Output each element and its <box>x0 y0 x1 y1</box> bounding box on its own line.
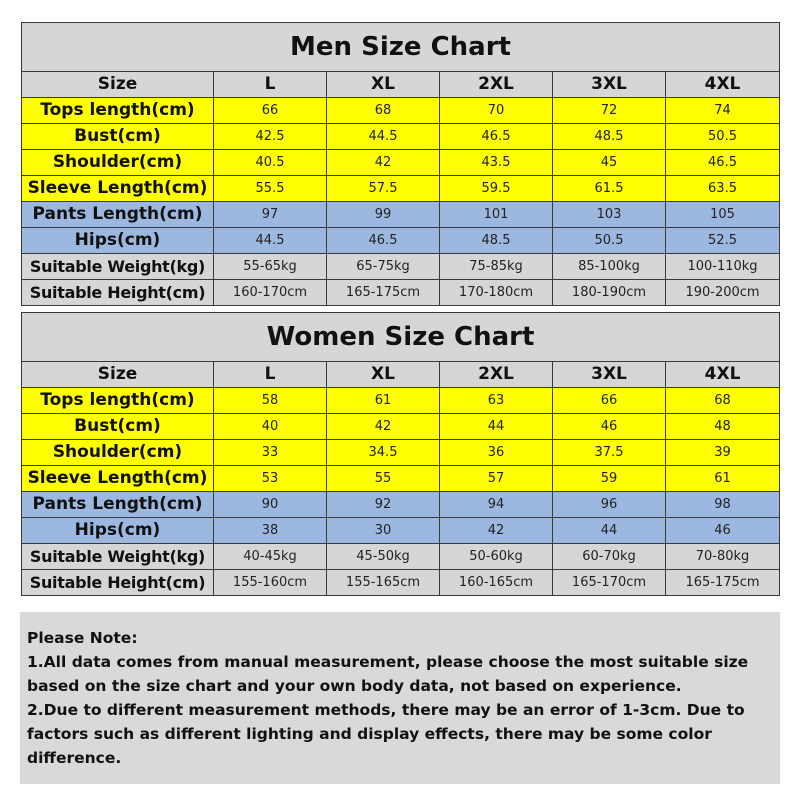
size-value-cell: 46 <box>666 518 780 544</box>
size-value-cell: 43.5 <box>440 150 553 176</box>
please-note-box <box>20 612 780 784</box>
size-value-cell: 50-60kg <box>440 544 553 570</box>
size-row <box>22 254 780 280</box>
size-value-cell: 48 <box>666 414 780 440</box>
size-value-cell: 46 <box>553 414 666 440</box>
header-2xl: 2XL <box>440 362 553 388</box>
size-value-cell: 30 <box>327 518 440 544</box>
size-value-cell: 50.5 <box>553 228 666 254</box>
men-chart-title: Men Size Chart <box>22 23 780 72</box>
size-value-cell: 103 <box>553 202 666 228</box>
size-value-cell: 46.5 <box>440 124 553 150</box>
size-value-cell: 36 <box>440 440 553 466</box>
note-heading: Please Note: <box>27 629 138 647</box>
size-value-cell: 38 <box>214 518 327 544</box>
header-3xl: 3XL <box>553 362 666 388</box>
row-label: Tops length(cm) <box>22 98 214 124</box>
size-value-cell: 190-200cm <box>666 280 780 306</box>
women-header-row <box>22 362 780 388</box>
size-value-cell: 63 <box>440 388 553 414</box>
size-value-cell: 165-175cm <box>327 280 440 306</box>
size-value-cell: 52.5 <box>666 228 780 254</box>
header-4xl: 4XL <box>666 362 780 388</box>
men-size-chart <box>21 22 780 306</box>
header-xl: XL <box>327 362 440 388</box>
size-value-cell: 96 <box>553 492 666 518</box>
men-header-row <box>22 72 780 98</box>
size-row <box>22 98 780 124</box>
size-value-cell: 59 <box>553 466 666 492</box>
size-value-cell: 55 <box>327 466 440 492</box>
size-value-cell: 50.5 <box>666 124 780 150</box>
size-row <box>22 388 780 414</box>
row-label: Hips(cm) <box>22 518 214 544</box>
row-label: Shoulder(cm) <box>22 150 214 176</box>
size-value-cell: 94 <box>440 492 553 518</box>
row-label: Bust(cm) <box>22 414 214 440</box>
size-value-cell: 99 <box>327 202 440 228</box>
size-row <box>22 280 780 306</box>
size-value-cell: 160-165cm <box>440 570 553 596</box>
size-value-cell: 165-175cm <box>666 570 780 596</box>
size-value-cell: 58 <box>214 388 327 414</box>
size-value-cell: 40-45kg <box>214 544 327 570</box>
size-value-cell: 65-75kg <box>327 254 440 280</box>
size-value-cell: 42 <box>440 518 553 544</box>
row-label: Suitable Height(cm) <box>22 280 214 306</box>
size-value-cell: 53 <box>214 466 327 492</box>
header-2xl: 2XL <box>440 72 553 98</box>
size-value-cell: 57.5 <box>327 176 440 202</box>
size-value-cell: 33 <box>214 440 327 466</box>
header-3xl: 3XL <box>553 72 666 98</box>
size-value-cell: 72 <box>553 98 666 124</box>
size-value-cell: 57 <box>440 466 553 492</box>
row-label: Hips(cm) <box>22 228 214 254</box>
header-size: Size <box>22 72 214 98</box>
header-l: L <box>214 72 327 98</box>
size-value-cell: 105 <box>666 202 780 228</box>
row-label: Sleeve Length(cm) <box>22 176 214 202</box>
size-value-cell: 44 <box>440 414 553 440</box>
size-value-cell: 55-65kg <box>214 254 327 280</box>
size-value-cell: 70 <box>440 98 553 124</box>
size-value-cell: 48.5 <box>440 228 553 254</box>
size-value-cell: 37.5 <box>553 440 666 466</box>
size-value-cell: 66 <box>553 388 666 414</box>
size-value-cell: 55.5 <box>214 176 327 202</box>
size-row <box>22 202 780 228</box>
size-value-cell: 74 <box>666 98 780 124</box>
size-value-cell: 155-165cm <box>327 570 440 596</box>
size-value-cell: 61 <box>327 388 440 414</box>
size-row <box>22 176 780 202</box>
size-value-cell: 61 <box>666 466 780 492</box>
size-value-cell: 70-80kg <box>666 544 780 570</box>
size-row <box>22 414 780 440</box>
size-value-cell: 44 <box>553 518 666 544</box>
size-value-cell: 68 <box>666 388 780 414</box>
row-label: Sleeve Length(cm) <box>22 466 214 492</box>
size-value-cell: 61.5 <box>553 176 666 202</box>
size-value-cell: 39 <box>666 440 780 466</box>
size-value-cell: 44.5 <box>214 228 327 254</box>
header-xl: XL <box>327 72 440 98</box>
size-value-cell: 170-180cm <box>440 280 553 306</box>
header-l: L <box>214 362 327 388</box>
size-value-cell: 40.5 <box>214 150 327 176</box>
header-size: Size <box>22 362 214 388</box>
size-value-cell: 180-190cm <box>553 280 666 306</box>
row-label: Bust(cm) <box>22 124 214 150</box>
size-row <box>22 440 780 466</box>
size-value-cell: 101 <box>440 202 553 228</box>
note-line-1: 1.All data comes from manual measurement, please choose the most suitable size based on the size chart and your own body data, not based on experience. <box>27 653 749 695</box>
size-value-cell: 45 <box>553 150 666 176</box>
size-value-cell: 63.5 <box>666 176 780 202</box>
size-value-cell: 44.5 <box>327 124 440 150</box>
note-line-2: 2.Due to different measurement methods, there may be an error of 1-3cm. Due to factors such as different lighting and display effects, there may be some color difference. <box>27 701 745 767</box>
size-value-cell: 97 <box>214 202 327 228</box>
size-value-cell: 68 <box>327 98 440 124</box>
size-row <box>22 228 780 254</box>
row-label: Pants Length(cm) <box>22 202 214 228</box>
size-value-cell: 155-160cm <box>214 570 327 596</box>
size-value-cell: 66 <box>214 98 327 124</box>
women-size-chart <box>21 312 780 596</box>
size-row <box>22 150 780 176</box>
size-value-cell: 85-100kg <box>553 254 666 280</box>
size-value-cell: 42.5 <box>214 124 327 150</box>
size-value-cell: 60-70kg <box>553 544 666 570</box>
size-row <box>22 466 780 492</box>
size-value-cell: 42 <box>327 414 440 440</box>
size-value-cell: 100-110kg <box>666 254 780 280</box>
size-value-cell: 34.5 <box>327 440 440 466</box>
header-4xl: 4XL <box>666 72 780 98</box>
row-label: Shoulder(cm) <box>22 440 214 466</box>
size-value-cell: 48.5 <box>553 124 666 150</box>
size-value-cell: 90 <box>214 492 327 518</box>
size-value-cell: 42 <box>327 150 440 176</box>
size-row <box>22 492 780 518</box>
size-value-cell: 59.5 <box>440 176 553 202</box>
size-value-cell: 92 <box>327 492 440 518</box>
size-value-cell: 46.5 <box>327 228 440 254</box>
size-value-cell: 40 <box>214 414 327 440</box>
size-row <box>22 124 780 150</box>
size-value-cell: 46.5 <box>666 150 780 176</box>
size-row <box>22 518 780 544</box>
size-value-cell: 165-170cm <box>553 570 666 596</box>
size-value-cell: 160-170cm <box>214 280 327 306</box>
size-row <box>22 570 780 596</box>
row-label: Tops length(cm) <box>22 388 214 414</box>
women-chart-title: Women Size Chart <box>22 313 780 362</box>
row-label: Pants Length(cm) <box>22 492 214 518</box>
size-value-cell: 45-50kg <box>327 544 440 570</box>
size-value-cell: 98 <box>666 492 780 518</box>
size-row <box>22 544 780 570</box>
row-label: Suitable Height(cm) <box>22 570 214 596</box>
size-value-cell: 75-85kg <box>440 254 553 280</box>
row-label: Suitable Weight(kg) <box>22 254 214 280</box>
row-label: Suitable Weight(kg) <box>22 544 214 570</box>
